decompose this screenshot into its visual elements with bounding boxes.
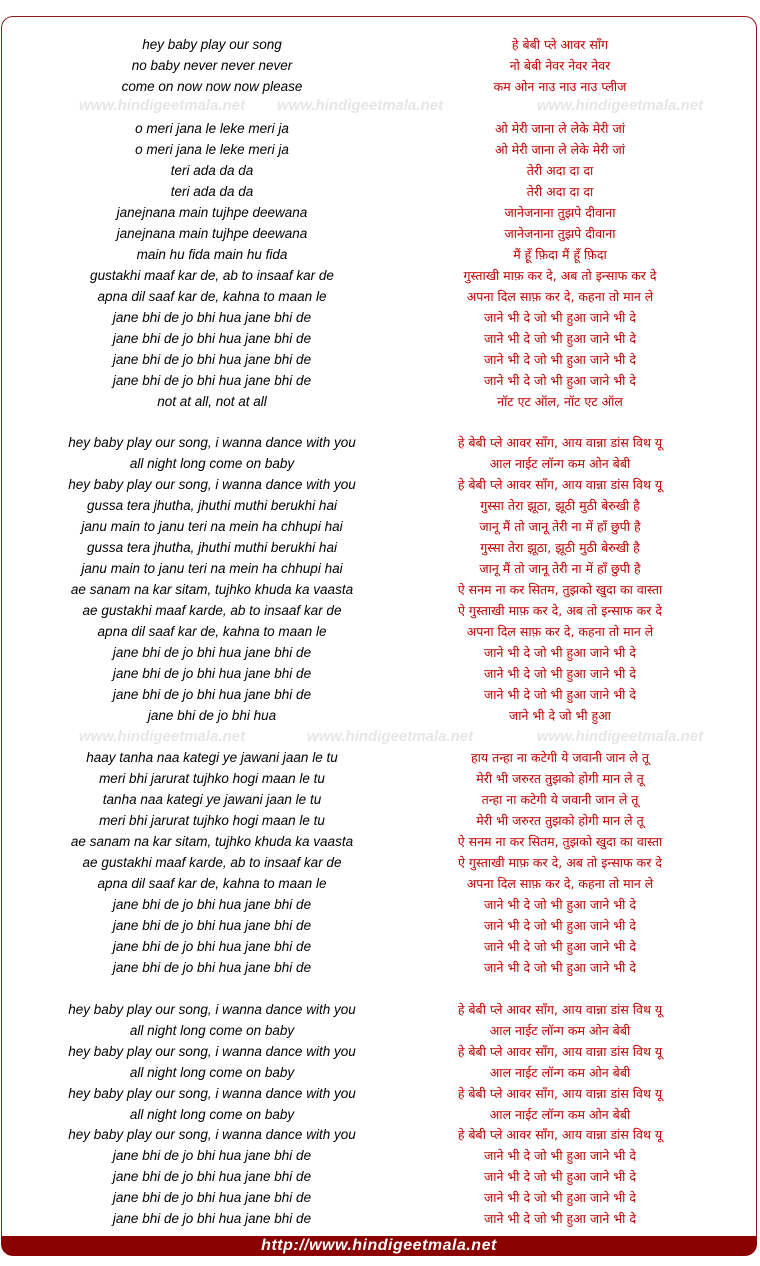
- lyric-line-hindi: आल नाईट लॉन्ग कम ओन बेबी: [489, 1022, 631, 1038]
- lyric-line-english: hey baby play our song: [142, 37, 282, 52]
- lyric-line-english: apna dil saaf kar de, kahna to maan le: [97, 288, 327, 304]
- lyric-line-hindi: जाने भी दे जो भी हुआ जाने भी दे: [484, 372, 636, 388]
- lyric-line-english: not at all, not at all: [157, 393, 267, 409]
- lyric-line-english: janu main to janu teri na mein ha chhupi hai: [81, 561, 343, 577]
- lyric-line-hindi: जाने भी दे जो भी हुआ जाने भी दे: [484, 645, 636, 661]
- lyric-line-hindi: जाने भी दे जो भी हुआ जाने भी दे: [484, 351, 636, 367]
- watermark-text: www.hindigeetmala.net: [276, 97, 444, 114]
- lyric-line-hindi: जाने भी दे जो भी हुआ जाने भी दे: [484, 959, 636, 975]
- lyric-line-english: jane bhi de jo bhi hua jane bhi de: [112, 1211, 312, 1227]
- lyric-line-hindi: आल नाईट लॉन्ग कम ओन बेबी: [489, 1106, 631, 1122]
- lyric-line-hindi: जाने भी दे जो भी हुआ जाने भी दे: [484, 1190, 636, 1206]
- lyric-line-english: jane bhi de jo bhi hua jane bhi de: [112, 938, 312, 954]
- lyric-line-english: jane bhi de jo bhi hua jane bhi de: [112, 1148, 312, 1164]
- lyric-line-hindi: नो बेबी नेवर नेवर नेवर: [509, 58, 611, 73]
- lyric-line-english: jane bhi de jo bhi hua jane bhi de: [112, 351, 312, 367]
- lyric-line-hindi: जाने भी दे जो भी हुआ जाने भी दे: [484, 938, 636, 954]
- lyric-line-hindi: जाने भी दे जो भी हुआ जाने भी दे: [484, 1211, 636, 1227]
- lyric-line-hindi: जानू मैं तो जानू तेरी ना में हाँ छुपी है: [479, 561, 641, 577]
- lyric-line-hindi: हे बेबी प्ले आवर साँग, आय वान्ना डांस विथ यू: [457, 1043, 663, 1059]
- lyric-line-english: o meri jana le leke meri ja: [135, 141, 289, 157]
- lyric-line-hindi: गुस्सा तेरा झूठा, झूठी मुठी बेरुखी है: [480, 540, 640, 556]
- lyric-line-hindi: हे बेबी प्ले आवर साँग, आय वान्ना डांस विथ यू: [457, 1001, 663, 1017]
- lyric-line-hindi: गुस्ताखी माफ़ कर दे, अब तो इन्साफ कर दे: [463, 267, 657, 283]
- lyric-line-english: hey baby play our song, i wanna dance with you: [68, 1001, 356, 1017]
- lyric-line-english: teri ada da da: [170, 183, 254, 199]
- lyric-line-english: jane bhi de jo bhi hua jane bhi de: [112, 372, 312, 388]
- lyric-line-hindi: जाने भी दे जो भी हुआ जाने भी दे: [484, 1169, 636, 1185]
- lyric-line-english: apna dil saaf kar de, kahna to maan le: [97, 875, 327, 891]
- lyric-line-english: janu main to janu teri na mein ha chhupi hai: [81, 519, 343, 535]
- lyric-line-hindi: ऐ सनम ना कर सितम, तुझको खुदा का वास्ता: [457, 582, 663, 598]
- watermark-text: www.hindigeetmala.net: [306, 728, 474, 745]
- lyric-line-english: haay tanha naa kategi ye jawani jaan le tu: [86, 750, 338, 765]
- lyric-line-english: jane bhi de jo bhi hua: [147, 708, 277, 723]
- lyric-line-english: janejnana main tujhpe deewana: [116, 225, 308, 241]
- lyric-line-english: main hu fida main hu fida: [136, 246, 288, 262]
- footer-url-bar[interactable]: [1, 1236, 757, 1256]
- lyric-line-hindi: ओ मेरी जाना ले लेके मेरी जां: [494, 141, 626, 157]
- lyric-line-hindi: तेरी अदा दा दा: [526, 162, 594, 178]
- lyric-line-hindi: हे बेबी प्ले आवर साँग, आय वान्ना डांस विथ यू: [457, 435, 663, 451]
- lyric-line-hindi: जानेजनाना तुझपे दीवाना: [504, 225, 616, 241]
- lyric-line-english: ae gustakhi maaf karde, ab to insaaf kar de: [82, 854, 342, 870]
- lyric-line-hindi: ओ मेरी जाना ले लेके मेरी जां: [494, 120, 626, 136]
- lyric-line-english: tanha naa kategi ye jawani jaan le tu: [102, 791, 322, 807]
- lyric-line-hindi: जानेजनाना तुझपे दीवाना: [504, 204, 616, 220]
- lyric-line-english: jane bhi de jo bhi hua jane bhi de: [112, 330, 312, 346]
- lyric-line-hindi: ऐ गुस्ताखी माफ़ कर दे, अब तो इन्साफ कर दे: [458, 854, 662, 870]
- lyric-line-hindi: आल नाईट लॉन्ग कम ओन बेबी: [489, 1064, 631, 1080]
- lyric-line-hindi: हे बेबी प्ले आवर साँग: [511, 37, 609, 52]
- lyric-line-hindi: जाने भी दे जो भी हुआ जाने भी दे: [484, 1148, 636, 1164]
- lyric-line-hindi: जाने भी दे जो भी हुआ जाने भी दे: [484, 330, 636, 346]
- lyric-line-hindi: जाने भी दे जो भी हुआ जाने भी दे: [484, 896, 636, 912]
- lyric-line-hindi: ऐ सनम ना कर सितम, तुझको खुदा का वास्ता: [457, 833, 663, 849]
- lyric-line-english: jane bhi de jo bhi hua jane bhi de: [112, 687, 312, 703]
- lyric-line-hindi: जाने भी दे जो भी हुआ जाने भी दे: [484, 917, 636, 933]
- lyric-line-hindi: हाय तन्हा ना कटेगी ये जवानी जान ले तू: [471, 750, 649, 765]
- lyric-line-hindi: मैं हूँ फ़िदा मैं हूँ फ़िदा: [513, 246, 607, 262]
- lyric-line-hindi: हे बेबी प्ले आवर साँग, आय वान्ना डांस विथ यू: [457, 1127, 663, 1143]
- lyric-line-english: all night long come on baby: [129, 456, 295, 472]
- lyric-line-english: teri ada da da: [170, 162, 254, 178]
- lyric-line-english: jane bhi de jo bhi hua jane bhi de: [112, 1169, 312, 1185]
- lyric-line-hindi: आल नाईट लॉन्ग कम ओन बेबी: [489, 456, 631, 472]
- lyric-line-english: jane bhi de jo bhi hua jane bhi de: [112, 917, 312, 933]
- watermark-text: www.hindigeetmala.net: [536, 97, 704, 114]
- lyric-line-english: jane bhi de jo bhi hua jane bhi de: [112, 959, 312, 975]
- watermark-text: www.hindigeetmala.net: [78, 97, 246, 114]
- lyric-line-english: o meri jana le leke meri ja: [135, 120, 289, 136]
- lyric-line-english: all night long come on baby: [129, 1064, 295, 1080]
- lyric-line-english: hey baby play our song, i wanna dance with you: [68, 1127, 356, 1143]
- lyric-line-english: ae gustakhi maaf karde, ab to insaaf kar de: [82, 603, 342, 619]
- lyric-line-english: no baby never never never: [131, 58, 293, 73]
- lyric-line-english: jane bhi de jo bhi hua jane bhi de: [112, 309, 312, 325]
- footer-url[interactable]: http://www.hindigeetmala.net: [261, 1237, 497, 1254]
- lyric-line-english: hey baby play our song, i wanna dance with you: [68, 1043, 356, 1059]
- lyric-line-hindi: नॉट एट ऑल, नॉट एट ऑल: [497, 393, 623, 409]
- lyric-line-hindi: मेरी भी जरुरत तुझको होगी मान ले तू: [476, 812, 644, 828]
- lyric-line-hindi: ऐ गुस्ताखी माफ़ कर दे, अब तो इन्साफ कर दे: [458, 603, 662, 619]
- lyric-line-english: jane bhi de jo bhi hua jane bhi de: [112, 666, 312, 682]
- lyric-line-english: gussa tera jhutha, jhuthi muthi berukhi hai: [87, 540, 337, 556]
- lyric-line-english: all night long come on baby: [129, 1022, 295, 1038]
- lyric-line-english: gustakhi maaf kar de, ab to insaaf kar de: [90, 267, 334, 283]
- lyric-line-hindi: तन्हा ना कटेगी ये जवानी जान ले तू: [481, 791, 639, 807]
- lyric-line-english: ae sanam na kar sitam, tujhko khuda ka vaasta: [70, 833, 354, 849]
- lyric-line-english: meri bhi jarurat tujhko hogi maan le tu: [99, 812, 325, 828]
- lyric-line-english: apna dil saaf kar de, kahna to maan le: [97, 624, 327, 640]
- watermark-text: www.hindigeetmala.net: [536, 728, 704, 745]
- lyric-line-hindi: जानू मैं तो जानू तेरी ना में हाँ छुपी है: [479, 519, 641, 535]
- watermark-text: www.hindigeetmala.net: [78, 728, 246, 745]
- lyric-line-hindi: अपना दिल साफ़ कर दे, कहना तो मान ले: [466, 288, 654, 304]
- lyric-line-hindi: जाने भी दे जो भी हुआ जाने भी दे: [484, 687, 636, 703]
- lyric-line-hindi: अपना दिल साफ़ कर दे, कहना तो मान ले: [466, 875, 654, 891]
- lyric-line-english: all night long come on baby: [129, 1106, 295, 1122]
- lyric-line-english: jane bhi de jo bhi hua jane bhi de: [112, 645, 312, 661]
- lyric-line-english: hey baby play our song, i wanna dance with you: [68, 1085, 356, 1101]
- lyric-line-english: ae sanam na kar sitam, tujhko khuda ka vaasta: [70, 582, 354, 598]
- lyric-line-english: jane bhi de jo bhi hua jane bhi de: [112, 896, 312, 912]
- lyric-line-hindi: मेरी भी जरुरत तुझको होगी मान ले तू: [476, 770, 644, 786]
- lyric-line-hindi: जाने भी दे जो भी हुआ: [509, 708, 611, 723]
- lyric-line-english: hey baby play our song, i wanna dance with you: [68, 435, 356, 451]
- lyric-line-hindi: तेरी अदा दा दा: [526, 183, 594, 199]
- lyric-line-english: janejnana main tujhpe deewana: [116, 204, 308, 220]
- lyric-line-hindi: जाने भी दे जो भी हुआ जाने भी दे: [484, 666, 636, 682]
- lyric-line-hindi: गुस्सा तेरा झूठा, झूठी मुठी बेरुखी है: [480, 498, 640, 514]
- lyric-line-english: gussa tera jhutha, jhuthi muthi berukhi hai: [87, 498, 337, 514]
- lyric-line-hindi: हे बेबी प्ले आवर साँग, आय वान्ना डांस विथ यू: [457, 1085, 663, 1101]
- lyric-line-hindi: कम ओन नाउ नाउ नाउ प्लीज: [493, 78, 627, 94]
- lyric-line-hindi: जाने भी दे जो भी हुआ जाने भी दे: [484, 309, 636, 325]
- lyric-line-english: jane bhi de jo bhi hua jane bhi de: [112, 1190, 312, 1206]
- lyric-line-english: come on now now now please: [121, 78, 303, 94]
- lyric-line-english: meri bhi jarurat tujhko hogi maan le tu: [99, 770, 325, 786]
- lyric-line-hindi: अपना दिल साफ़ कर दे, कहना तो मान ले: [466, 624, 654, 640]
- lyric-line-english: hey baby play our song, i wanna dance with you: [68, 477, 356, 493]
- lyric-line-hindi: हे बेबी प्ले आवर साँग, आय वान्ना डांस विथ यू: [457, 477, 663, 493]
